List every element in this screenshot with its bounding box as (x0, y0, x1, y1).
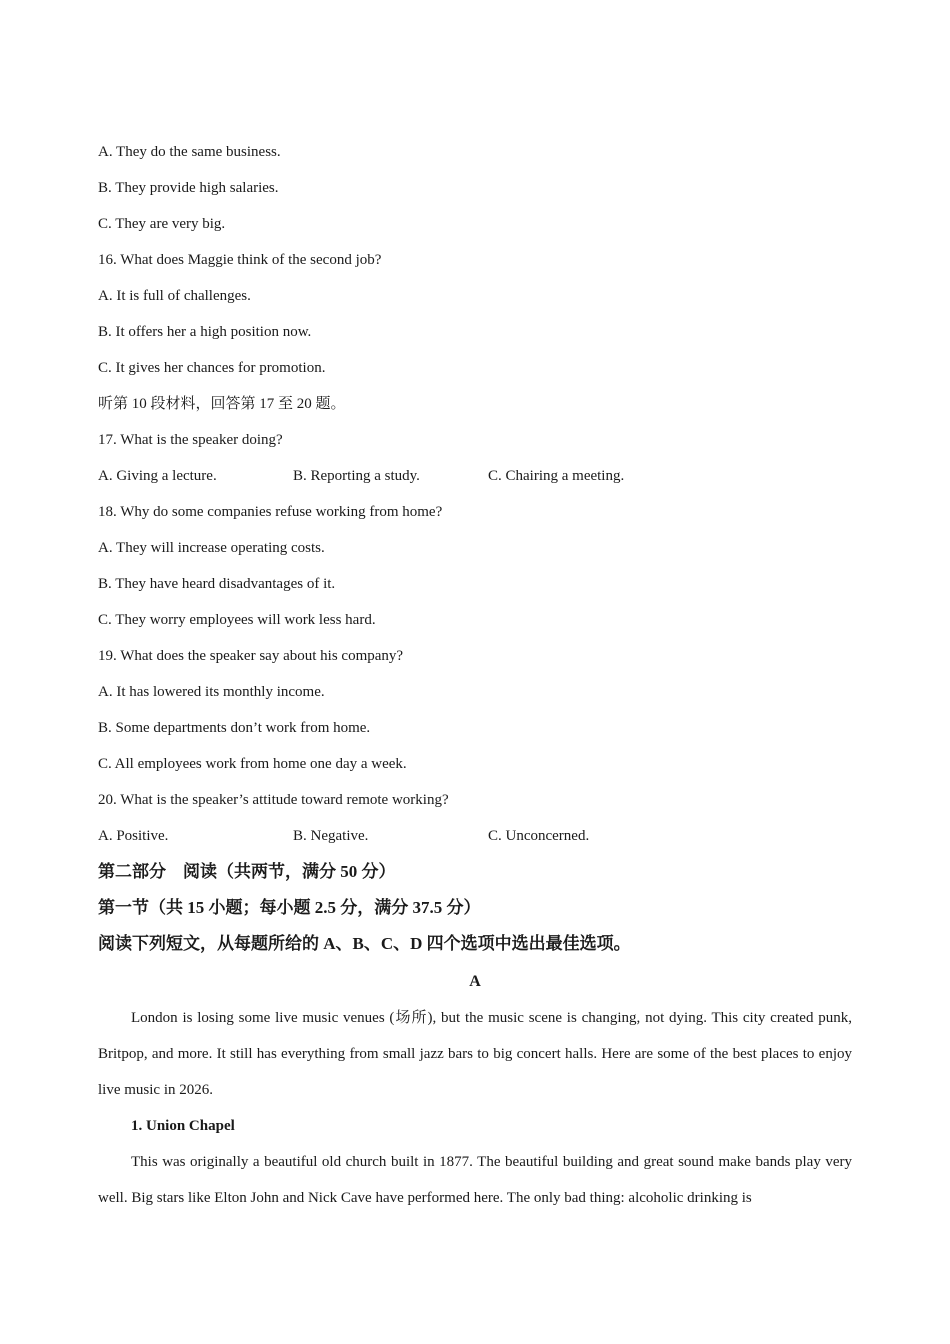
q18-option-c: C. They worry employees will work less hard. (98, 612, 376, 628)
q19-option-a: A. It has lowered its monthly income. (98, 684, 325, 700)
passage-intro: London is losing some live music venues (场所), but the music scene is changing, not dying. This city created punk, Britpop, and more. It still has everything from small jazz bars to big concert halls. Here are some of the best places to enjoy live music in 2026. (98, 1010, 852, 1098)
q18-question: 18. Why do some companies refuse working from home? (98, 504, 443, 520)
part2-heading: 第二部分 阅读（共两节，满分 50 分） (98, 862, 396, 881)
q16-option-c: C. It gives her chances for promotion. (98, 360, 326, 376)
q20-question: 20. What is the speaker’s attitude toward remote working? (98, 792, 449, 808)
q17-option-a: A. Giving a lecture. (98, 468, 217, 484)
section10-instruction: 听第 10 段材料，回答第 17 至 20 题。 (98, 396, 346, 412)
q17-question: 17. What is the speaker doing? (98, 432, 283, 448)
q20-option-a: A. Positive. (98, 828, 169, 844)
q19-option-b: B. Some departments don’t work from home. (98, 720, 371, 736)
q15-option-c: C. They are very big. (98, 216, 226, 232)
q16-option-b: B. It offers her a high position now. (98, 324, 312, 340)
q18-option-a: A. They will increase operating costs. (98, 540, 325, 556)
q20-option-c: C. Unconcerned. (488, 828, 590, 844)
venue-1-text: This was originally a beautiful old church built in 1877. The beautiful building and great sound make bands play very well. Big stars like Elton John and Nick Cave have performed here. The only bad thing: alcoholic drinking is (98, 1154, 852, 1206)
q15-option-a: A. They do the same business. (98, 144, 281, 160)
q19-option-c: C. All employees work from home one day a week. (98, 756, 407, 772)
reading-instruction: 阅读下列短文，从每题所给的 A、B、C、D 四个选项中选出最佳选项。 (98, 934, 631, 953)
q17-option-b: B. Reporting a study. (293, 468, 420, 484)
section1-heading: 第一节（共 15 小题；每小题 2.5 分，满分 37.5 分） (98, 898, 481, 917)
q15-option-b: B. They provide high salaries. (98, 180, 279, 196)
q16-question: 16. What does Maggie think of the second job? (98, 252, 382, 268)
venue-1-title: 1. Union Chapel (131, 1118, 235, 1134)
q16-option-a: A. It is full of challenges. (98, 288, 251, 304)
q18-option-b: B. They have heard disadvantages of it. (98, 576, 336, 592)
passage-label: A (469, 973, 481, 990)
q19-question: 19. What does the speaker say about his company? (98, 648, 404, 664)
q17-option-c: C. Chairing a meeting. (488, 468, 625, 484)
q20-option-b: B. Negative. (293, 828, 369, 844)
